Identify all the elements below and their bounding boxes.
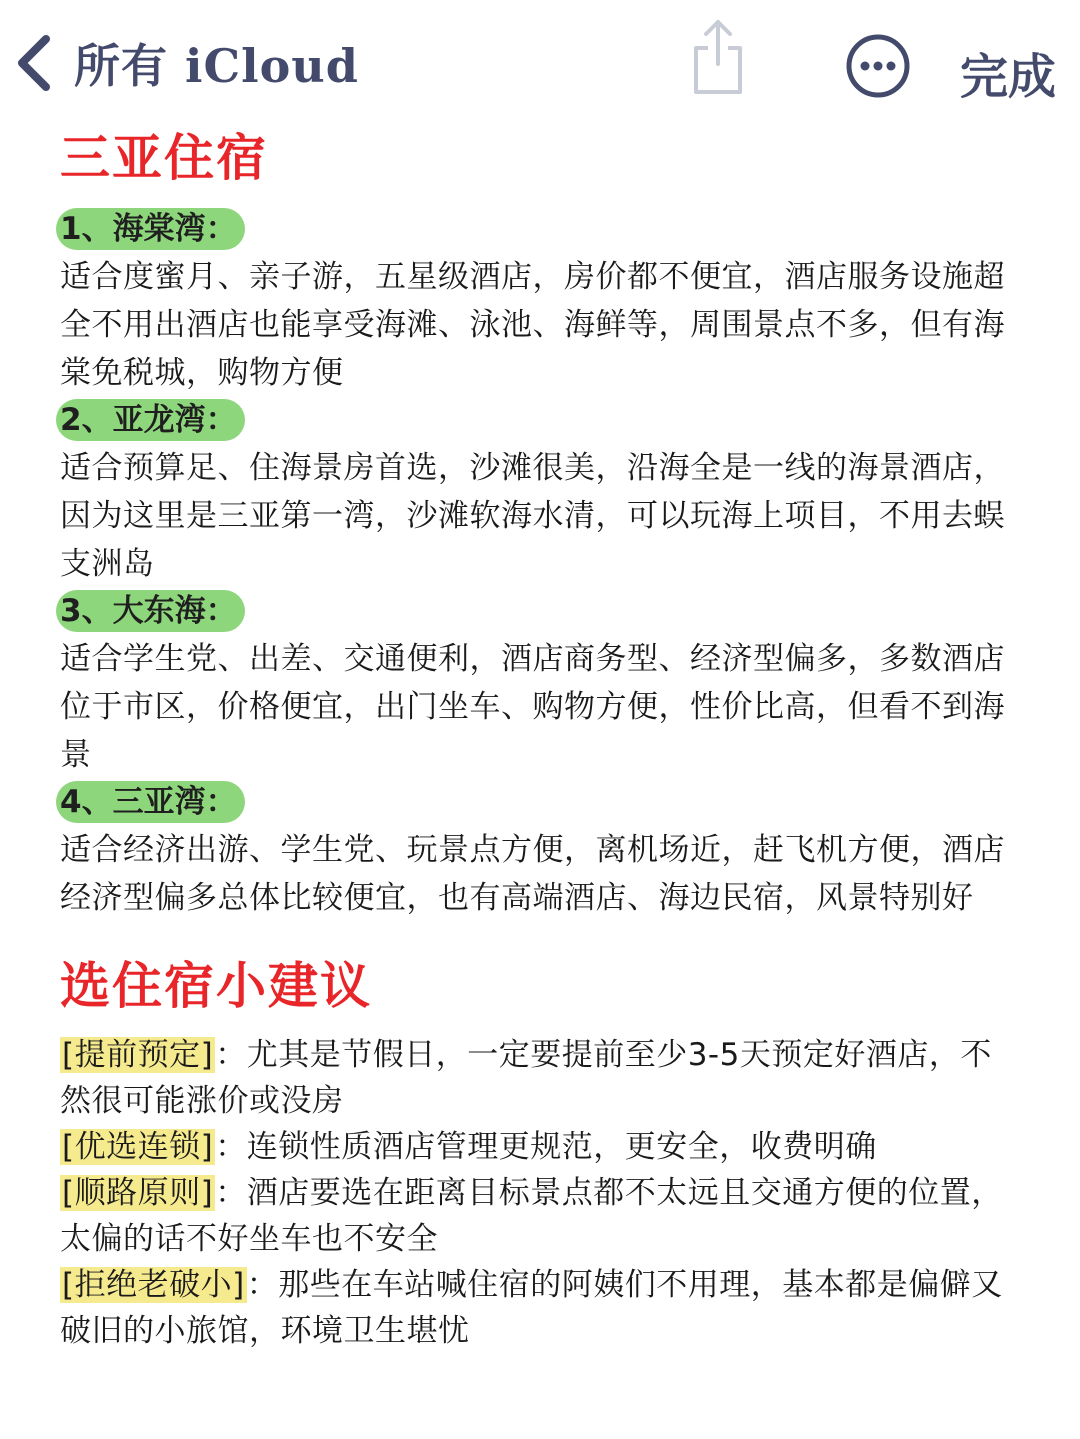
area-item [60, 208, 1020, 397]
tip-tag: [优选连锁] [62, 1129, 214, 1165]
area-item [60, 781, 1020, 922]
area-heading: 3、大东海： [56, 590, 245, 632]
back-button-label: 所有 iCloud [74, 39, 359, 93]
tip-text: ：连锁性质酒店管理更规范，更安全，收费明确 [215, 1129, 877, 1165]
area-description: 适合经济出游、学生党、玩景点方便，离机场近，赶飞机方便，酒店经济型偏多总体比较便宜，也有高端酒店、海边民宿，风景特别好 [60, 832, 1005, 916]
area-heading: 2、亚龙湾： [56, 399, 245, 441]
share-icon [690, 18, 746, 96]
navigation-bar [0, 0, 1080, 120]
area-description: 适合学生党、出差、交通便利，酒店商务型、经济型偏多，多数酒店位于市区，价格便宜，出门坐车、购物方便，性价比高，但看不到海景 [60, 641, 1005, 773]
tip-item [60, 1032, 1020, 1124]
tip-tag: [顺路原则] [62, 1175, 214, 1211]
section-title-tips: 选住宿小建议 [60, 957, 372, 1015]
section-title-accommodation: 三亚住宿 [60, 129, 268, 187]
share-button[interactable] [690, 18, 746, 96]
note-content[interactable] [60, 128, 1020, 1354]
tip-text: ：尤其是节假日，一定要提前至少3-5天预定好酒店，不然很可能涨价或没房 [60, 1037, 992, 1119]
area-heading: 4、三亚湾： [56, 781, 245, 823]
tip-text: ：酒店要选在距离目标景点都不太远且交通方便的位置，太偏的话不好坐车也不安全 [60, 1175, 1003, 1257]
area-description: 适合预算足、住海景房首选，沙滩很美，沿海全是一线的海景酒店，因为这里是三亚第一湾，沙滩软海水清，可以玩海上项目，不用去蜈支洲岛 [60, 450, 1005, 582]
more-icon [845, 33, 911, 99]
chevron-left-icon [14, 33, 52, 93]
area-heading: 1、海棠湾： [56, 208, 245, 250]
more-button[interactable] [845, 33, 911, 99]
tip-item [60, 1262, 1020, 1354]
area-description: 适合度蜜月、亲子游，五星级酒店，房价都不便宜，酒店服务设施超全不用出酒店也能享受海滩、泳池、海鲜等，周围景点不多，但有海棠免税城，购物方便 [60, 259, 1005, 391]
back-button[interactable] [14, 30, 359, 96]
area-item [60, 590, 1020, 779]
done-button[interactable]: 完成 [960, 49, 1057, 105]
tip-item [60, 1124, 1020, 1170]
tip-tag: [拒绝老破小] [62, 1267, 245, 1303]
tip-tag: [提前预定] [62, 1037, 214, 1073]
tip-text: ：那些在车站喊住宿的阿姨们不用理，基本都是偏僻又破旧的小旅馆，环境卫生堪忧 [60, 1267, 1003, 1349]
area-item [60, 399, 1020, 588]
tip-item [60, 1170, 1020, 1262]
